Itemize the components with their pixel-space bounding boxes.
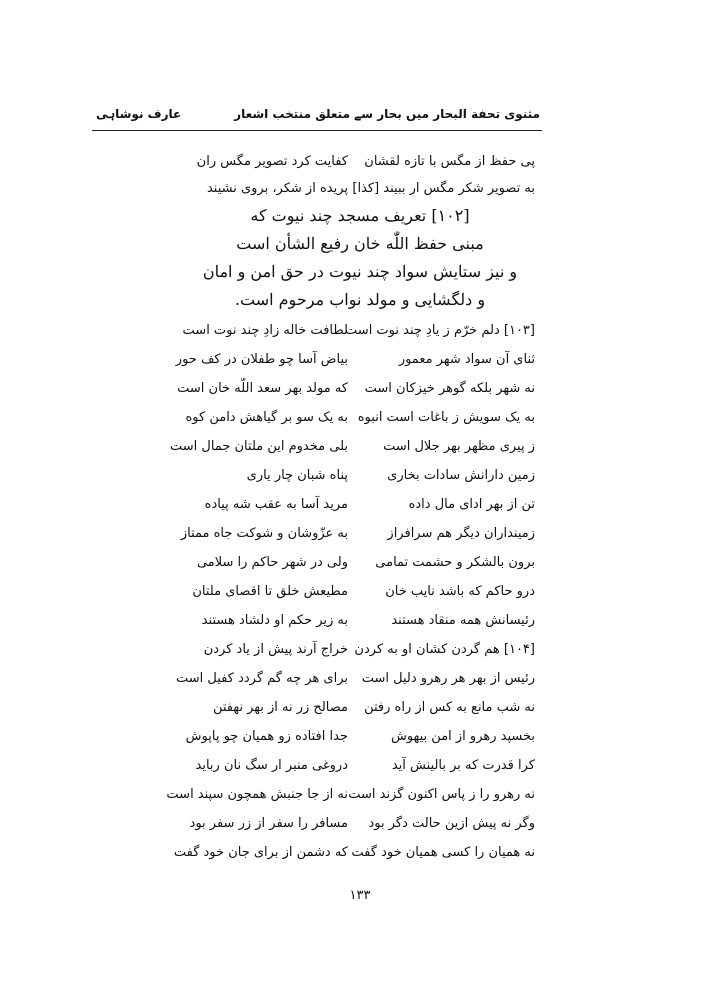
running-author: عارف نوشاہی (96, 107, 182, 121)
couplet-first-hemistich: [۱۰۴] هم گردن کشان او به کردن (354, 642, 535, 657)
couplet-first-hemistich: رئیسانش همه منقاد هستند (391, 613, 535, 628)
couplet-first-hemistich: برون بالشکر و حشمت تمامی (375, 555, 535, 570)
couplet-second-hemistich: مرید آسا به عقب شه پیاده (204, 497, 348, 512)
section-title-line-3: و نیز ستایش سواد چند نیوت در حق امن و امان (202, 262, 518, 281)
couplet-first-hemistich: نه رهرو را ز پاس اکنون گزند است (348, 787, 535, 802)
couplet-second-hemistich: مصالح زر نه از بهر نهفتن (212, 700, 348, 715)
couplet-second-hemistich: مسافر را سفر از زر سفر بود (189, 816, 348, 831)
couplet-first-hemistich: زمین دارانش سادات بخاری (387, 468, 535, 483)
couplet-second-hemistich: دروغی منبر ار سگ نان رباید (195, 758, 348, 773)
couplet-second-hemistich: بیاض آسا چو طفلان در کف حور (175, 352, 348, 367)
couplet-first-hemistich: بخسپد رهرو از امن بیهوش (391, 729, 535, 744)
couplet-first-hemistich: کرا قدرت که بر بالینش آید (391, 758, 535, 773)
couplet-first-hemistich: ثنای آن سواد شهر معمور (398, 352, 535, 367)
opening-couplet-1-second: کفایت کرد تصویر مگس ران (196, 154, 348, 169)
couplet-second-hemistich: به زیر حکم او دلشاد هستند (201, 613, 348, 628)
header-rule (92, 130, 542, 131)
section-title-line-2: مبنی حفظ اللّٰه خان رفیع الشأن است (236, 234, 484, 253)
couplet-first-hemistich: نه شهر بلکه گوهر خیزکان است (364, 381, 535, 396)
section-title-line-1: [۱۰۲] تعریف مسجد چند نیوت که (250, 206, 470, 225)
couplet-second-hemistich: جدا افتاده زو همیان چو پاپوش (185, 729, 348, 744)
couplet-first-hemistich: درو حاکم که باشد نایب خان (385, 584, 535, 599)
running-title: مثنوی تحفة البحار میں بحار سے متعلق منتخب اشعار (234, 107, 540, 121)
couplet-second-hemistich: به یک سو بر گیاهش دامن کوه (185, 410, 348, 425)
couplet-second-hemistich: لطافت خاله زادِ چند نوت است (182, 323, 348, 338)
couplet-first-hemistich: رئیس از بهر هر رهرو دلیل است (361, 671, 535, 686)
couplet-first-hemistich: ز پیری مظهر بهر جلال است (383, 439, 535, 454)
couplet-second-hemistich: خراج آرند پیش از یاد کردن (203, 642, 348, 657)
couplet-first-hemistich: نه همیان را کسی همیان خود گفت (351, 845, 535, 860)
couplet-second-hemistich: که دشمن از برای جان خود گفت (173, 845, 348, 860)
couplet-second-hemistich: نه از جا جنبش همچون سپند است (166, 787, 348, 802)
couplet-second-hemistich: به عزّوشان و شوکت جاه ممتاز (180, 526, 348, 541)
opening-couplet-1-first: پی حفظ از مگس با تازه لقشان (364, 154, 535, 169)
opening-couplet-2-first: به تصویر شکر مگس ار ببیند [کذا] (352, 181, 535, 196)
couplet-first-hemistich: زمینداران دیگر هم سرافراز (387, 526, 535, 541)
section-title-line-4: و دلگشایی و مولد نواب مرحوم است. (234, 290, 486, 309)
couplet-second-hemistich: مطیعش خلق تا اقصای ملتان (192, 584, 348, 599)
page-number: ۱۳۳ (349, 888, 371, 903)
couplet-first-hemistich: تن از بهر ادای مال داده (408, 497, 535, 512)
couplet-second-hemistich: ولی در شهر حاکم را سلامی (196, 555, 348, 570)
couplet-second-hemistich: پناه شبان چار یاری (246, 468, 348, 483)
couplet-first-hemistich: [۱۰۳] دلم خرّم ز یادِ چند نوت است (345, 323, 535, 338)
couplet-second-hemistich: برای هر چه گم گردد کفیل است (176, 671, 348, 686)
couplet-second-hemistich: بلی مخدوم این ملتان جمال است (170, 439, 348, 454)
couplet-first-hemistich: به یک سویش ز باغات است انبوه (357, 410, 535, 425)
couplet-second-hemistich: که مولد بهر سعد اللّه خان است (177, 381, 348, 396)
opening-couplet-2-second: پریده از شکر، بروی نشیند (206, 181, 348, 196)
couplet-first-hemistich: وگر نه پیش ازین حالت دگر بود (368, 816, 535, 831)
couplet-first-hemistich: نه شب مانع به کس از راه رفتن (364, 700, 535, 715)
